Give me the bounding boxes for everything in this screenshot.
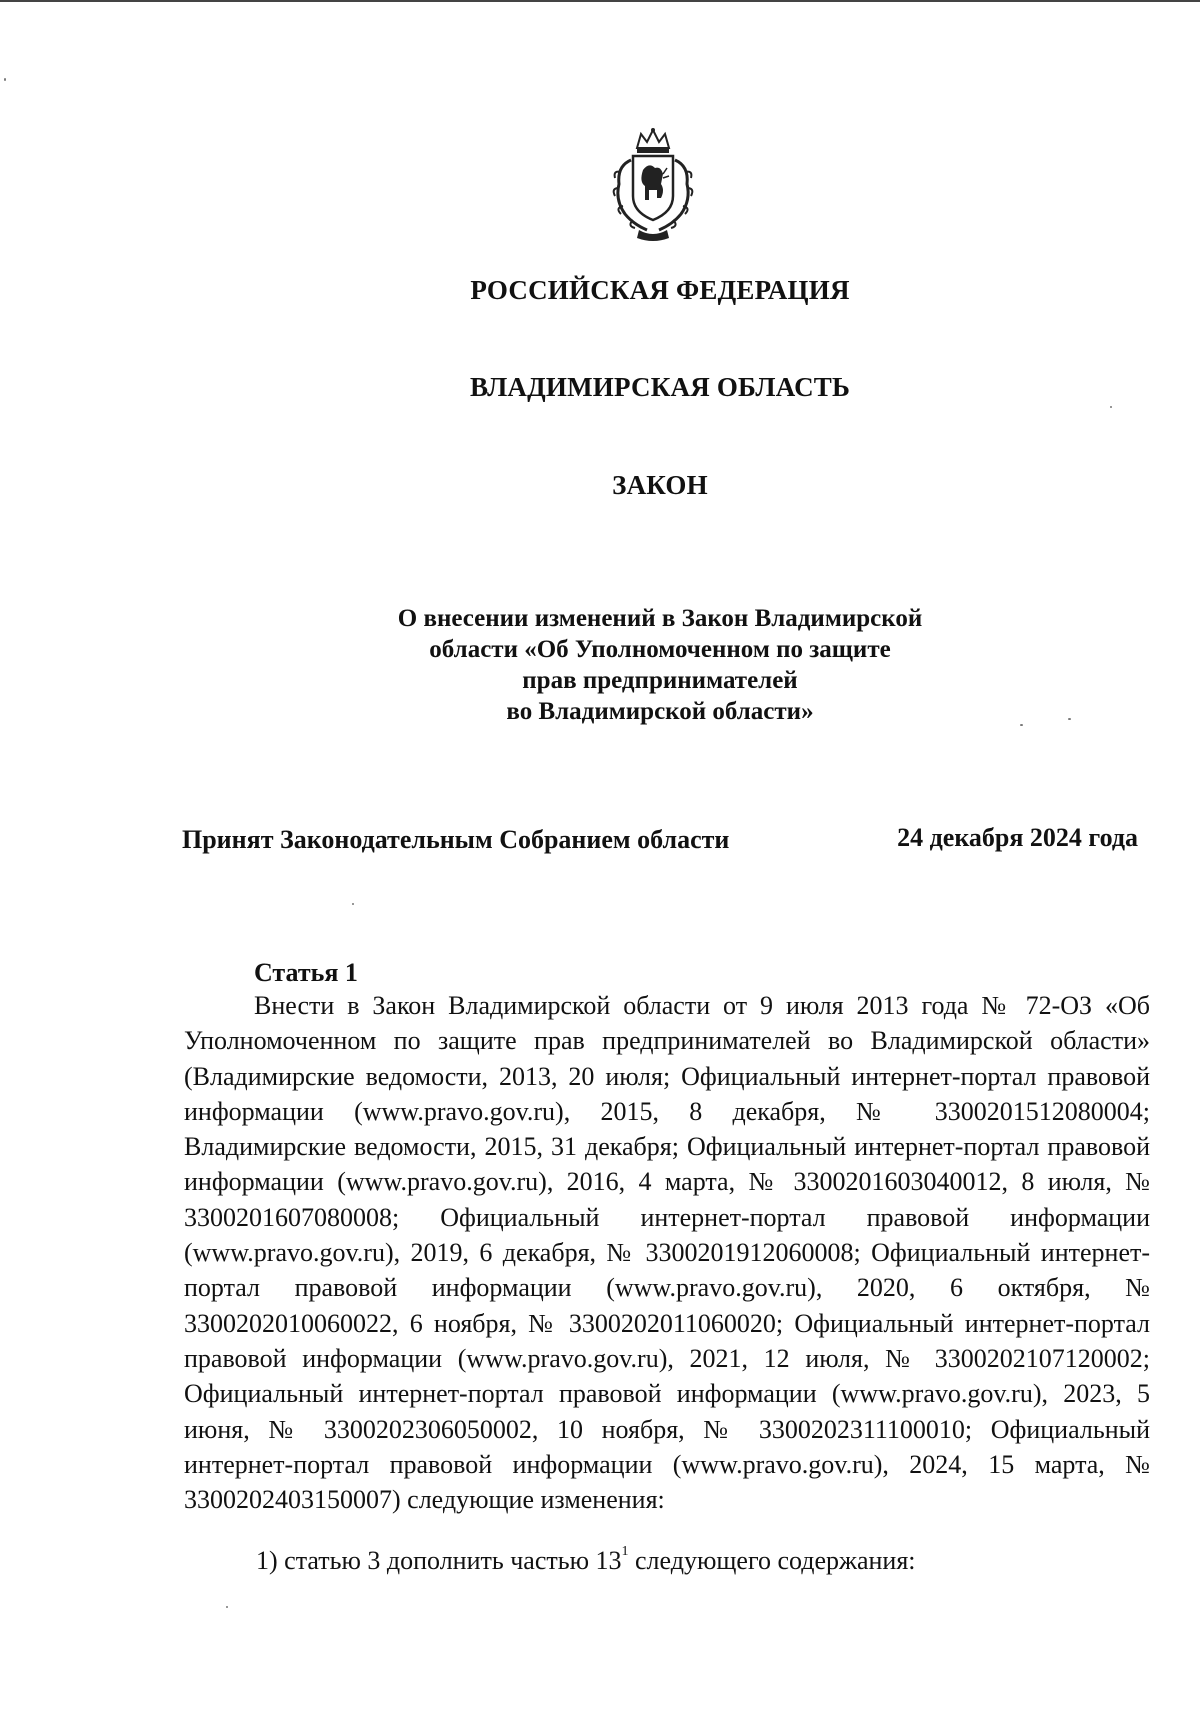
scan-speck: [4, 78, 6, 81]
document-type-heading: ЗАКОН: [612, 470, 708, 500]
law-title-line: во Владимирской области»: [506, 698, 814, 725]
law-title-line: области «Об Уполномоченном по защите: [429, 636, 891, 663]
article-body: [184, 988, 1150, 1517]
scan-top-edge: [0, 0, 1200, 2]
amendment-item-superscript: 1: [621, 1544, 629, 1559]
coat-of-arms-icon: [603, 126, 703, 244]
adoption-label: Принят Законодательным Собранием области: [182, 825, 730, 854]
scan-speck: [1110, 406, 1112, 408]
article-heading: Статья 1: [254, 958, 358, 987]
law-title-line: прав предпринимателей: [522, 667, 798, 694]
region-heading: ВЛАДИМИРСКАЯ ОБЛАСТЬ: [469, 372, 851, 402]
scan-speck: [226, 1606, 228, 1608]
country-heading: РОССИЙСКАЯ ФЕДЕРАЦИЯ: [470, 275, 850, 305]
amendment-item-1: [256, 1546, 916, 1576]
law-title-line: О внесении изменений в Закон Владимирской: [397, 605, 923, 632]
adoption-date: 24 декабря 2024 года: [897, 823, 1138, 852]
article-paragraph: Внести в Закон Владимирской области от 9 июля 2013 года № 72-ОЗ «Об Уполномоченном по защите прав предпринимателей во Владимирской области» (Владимирские ведомости, 2013, 20 июля; Официальный интернет-портал правовой информации (www.pravo.gov.ru), 2015, 8 декабря, № 3300201512080004; Владимирские ведомости, 2015, 31 декабря; Официальный интернет-портал правовой информации (www.pravo.gov.ru), 2016, 4 марта, № 3300201603040012, 8 июля, № 3300201607080008; Официальный интернет-портал правовой информации (www.pravo.gov.ru), 2019, 6 декабря, № 3300201912060008; Официальный интернет-портал правовой информации (www.pravo.gov.ru), 2020, 6 октября, № 3300202010060022, 6 ноября, № 3300202011060020; Официальный интернет-портал правовой информации (www.pravo.gov.ru), 2021, 12 июля, № 3300202107120002; Официальный интернет-портал правовой информации (www.pravo.gov.ru), 2023, 5 июня, № 3300202306050002, 10 ноября, № 3300202311100010; Официальный интернет-портал правовой информации (www.pravo.gov.ru), 2024, 15 марта, № 3300202403150007) следующие изменения:: [184, 991, 1150, 1515]
scan-speck: [352, 903, 354, 905]
scan-speck: [1068, 718, 1071, 720]
amendment-item-text: 1) статью 3 дополнить частью 13: [256, 1546, 622, 1575]
scan-speck: [1020, 724, 1023, 726]
amendment-item-text-end: следующего содержания:: [628, 1546, 916, 1575]
law-title: [300, 603, 1020, 727]
